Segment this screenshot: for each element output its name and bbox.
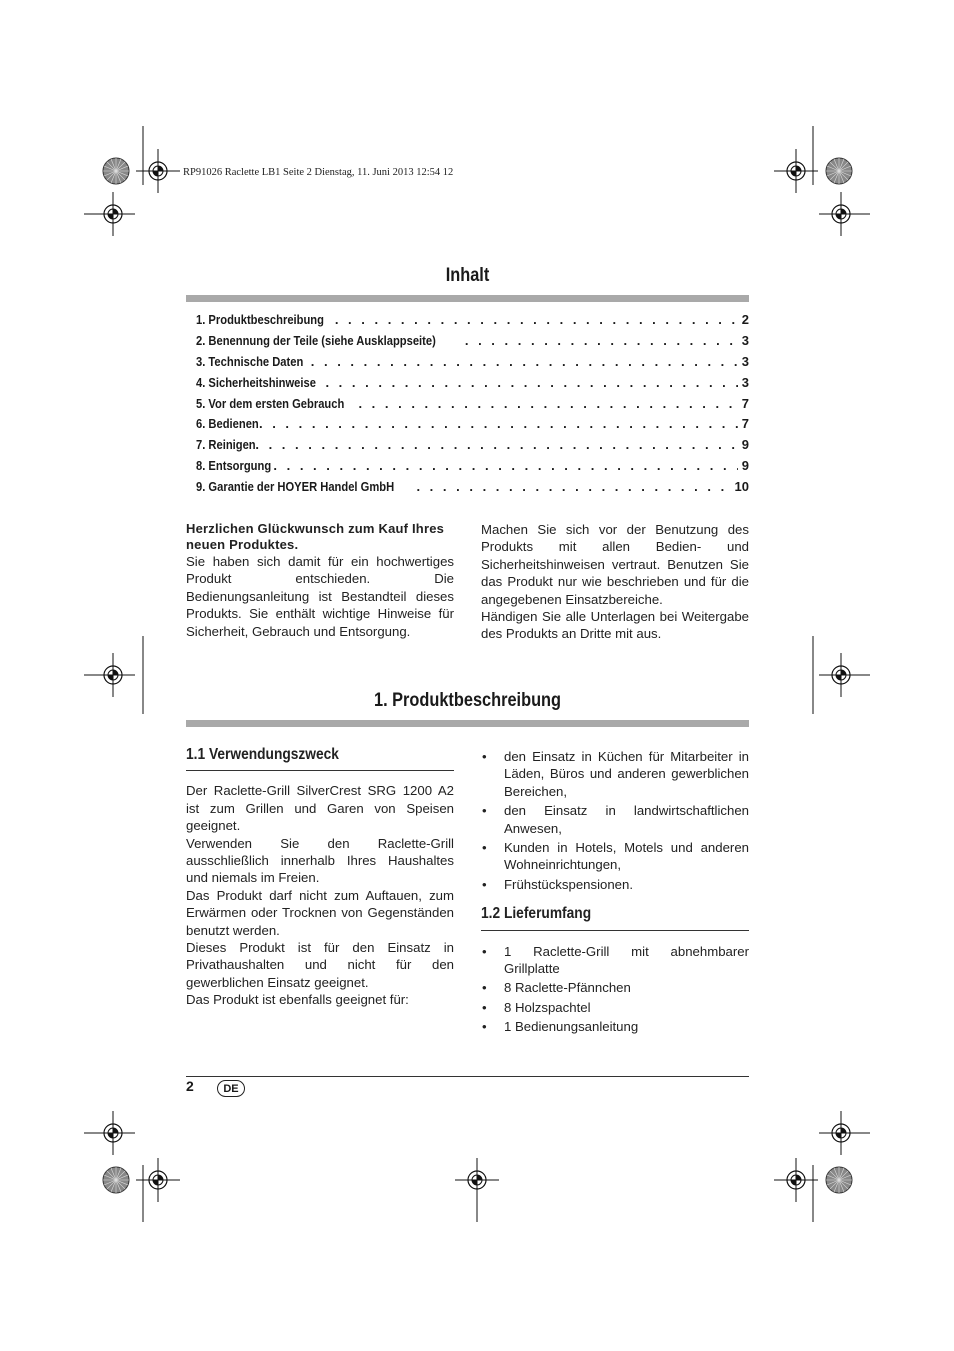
sub2-rule [481,930,749,931]
list-item: • 8 Holzspachtel [481,999,749,1016]
sub1-rule [186,770,454,771]
sub1-title: 1.1 Verwendungszweck [186,746,339,763]
intro-right [481,521,749,643]
print-header: RP91026 Raclette LB1 Seite 2 Dienstag, 11. Juni 2013 12:54 12 [183,167,454,178]
usage-list [481,748,749,893]
intro-right-p2: Händigen Sie alle Unterlagen bei Weitergabe des Produkts an Dritte mit aus. [481,609,749,642]
list-item: • Frühstückspensionen. [481,876,749,893]
toc-entry[interactable]: 5. Vor dem ersten Gebrauch . . . 7 [196,396,749,417]
toc-entry[interactable]: 6. Bedienen . . . 7 [196,416,749,437]
list-item: • Kunden in Hotels, Motels und anderen Wohneinrichtungen, [481,839,749,874]
toc-entry[interactable]: 7. Reinigen . . . 9 [196,437,749,458]
section1-right [481,748,749,1038]
footer-rule [186,1076,749,1077]
toc-entry[interactable]: 2. Benennung der Teile (siehe Ausklappseite) . . . 3 [196,333,749,354]
list-item: • 1 Bedienungsanleitung [481,1018,749,1035]
sub1-p5: Das Produkt ist ebenfalls geeignet für: [186,992,409,1008]
toc-entry[interactable]: 3. Technische Daten . . . 3 [196,354,749,375]
intro-left [186,521,454,640]
section1-left [186,746,454,1009]
sub1-p2: Verwenden Sie den Raclette-Grill ausschließlich innerhalb Ihres Haushaltes und niemals im Freien. [186,835,454,886]
sub1-p4: Dieses Produkt ist für den Einsatz in Privathaushalten und nicht für den gewerblichen Einsatz geeignet. [186,940,454,990]
list-item: • 1 Raclette-Grill mit abnehmbarer Grillplatte [481,943,749,978]
section1-title: 1. Produktbeschreibung [373,690,562,711]
table-of-contents [196,312,749,500]
intro-heading: Herzlichen Glückwunsch zum Kauf Ihres neuen Produktes. [186,521,445,552]
list-item: • den Einsatz in landwirtschaftlichen Anwesen, [481,802,749,837]
sub2-title: 1.2 Lieferumfang [481,905,592,923]
language-badge: DE [217,1080,245,1097]
list-item: • den Einsatz in Küchen für Mitarbeiter in Läden, Büros und anderen gewerblichen Bereichen, [481,748,749,800]
sub1-p1: Der Raclette-Grill SilverCrest SRG 1200 A2 ist zum Grillen und Garen von Speisen geeignet. [186,783,454,834]
toc-entry[interactable]: 9. Garantie der HOYER Handel GmbH . . . 10 [196,479,749,500]
page-number: 2 [186,1078,194,1094]
intro-right-p1: Machen Sie sich vor der Benutzung des Produkts mit allen Bedien- und Sicherheitshinweisen vertraut. Benutzen Sie das Produkt nur wie beschrieben und für die angegebenen Einsatzbereiche. [481,522,749,607]
sub1-p3: Das Produkt darf nicht zum Auftauen, zum Erwärmen oder Trocknen von Gegenständen benutzt werden. [186,887,454,938]
delivery-list [481,943,749,1036]
contents-title: Inhalt [445,265,490,286]
toc-entry[interactable]: 1. Produktbeschreibung . . . 2 [196,312,749,333]
intro-left-text: Sie haben sich damit für ein hochwertiges Produkt entschieden. Die Bedienungsanleitung ist Bestandteil dieses Produkts. Sie enthält wichtige Hinweise für Sicherheit, Gebrauch und Entsorgung. [186,554,454,639]
section1-rule [186,720,749,727]
toc-entry[interactable]: 4. Sicherheitshinweise . . . 3 [196,375,749,396]
toc-entry[interactable]: 8. Entsorgung . . . 9 [196,458,749,479]
title-rule [186,295,749,302]
list-item: • 8 Raclette-Pfännchen [481,979,749,996]
